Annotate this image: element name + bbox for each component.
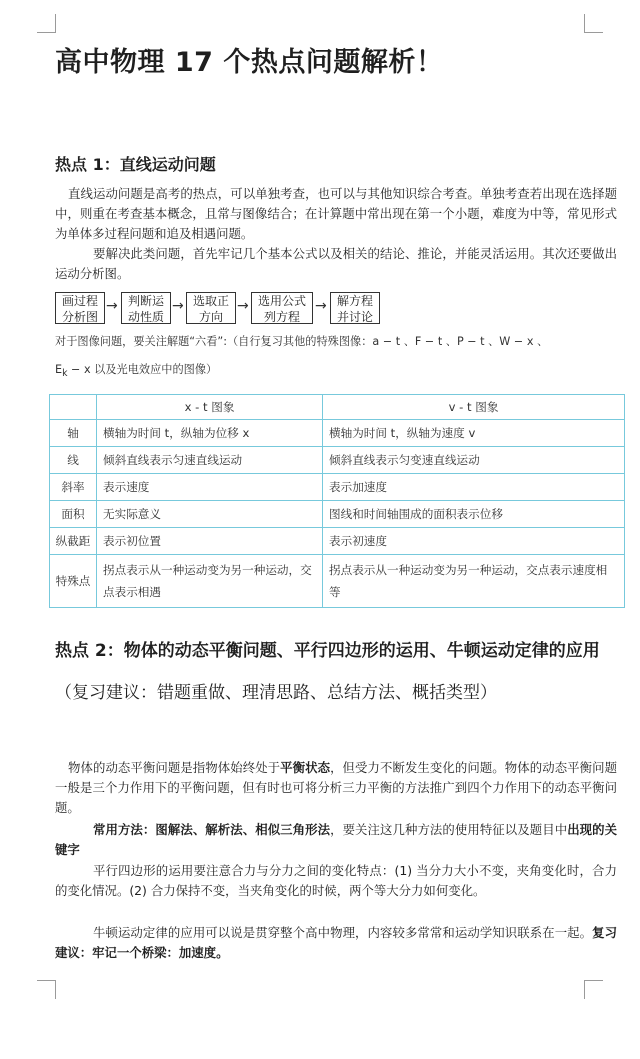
table-cell-vt: 横轴为时间 t，纵轴为速度 v — [323, 420, 625, 447]
crop-mark-bottom-right — [584, 980, 603, 999]
flow-arrow-icon: → — [315, 298, 327, 314]
table-header-xt: x - t 图象 — [97, 395, 323, 420]
flow-step-1-line1: 画过程 — [61, 294, 98, 308]
table-row-label: 面积 — [50, 501, 97, 528]
table-header-row — [50, 395, 625, 420]
hotspot2-p1-bold: 平衡状态 — [280, 760, 331, 775]
flow-step-5-line2: 并讨论 — [336, 310, 373, 324]
crop-mark-top-right — [584, 14, 603, 33]
hotspot2-review-advice: （复习建议：错题重做、理清思路、总结方法、概括类型） — [55, 683, 497, 703]
flow-arrow-icon: → — [106, 298, 118, 314]
table-row — [50, 420, 625, 447]
table-row-label: 斜率 — [50, 474, 97, 501]
table-row — [50, 528, 625, 555]
graph-comparison-table — [49, 394, 625, 608]
flow-step-4 — [251, 292, 313, 324]
table-cell-xt: 拐点表示从一种运动变为另一种运动，交点表示相遇 — [97, 555, 323, 608]
table-cell-vt: 拐点表示从一种运动变为另一种运动，交点表示速度相等 — [323, 555, 625, 608]
hotspot2-p1-text-a: 物体的动态平衡问题是指物体始终处于 — [68, 760, 281, 775]
table-row — [50, 501, 625, 528]
table-cell-vt: 表示加速度 — [323, 474, 625, 501]
table-row — [50, 447, 625, 474]
table-row — [50, 555, 625, 608]
flow-step-5 — [330, 292, 380, 324]
hotspot2-p4-bold: 复习建议：牢记一个桥梁：加速度。 — [55, 925, 618, 960]
flow-step-4-line2: 列方程 — [263, 310, 300, 324]
graph-note-line-1: 对于图像问题，要关注解题“六看”:（自行复习其他的特殊图像：a − t 、F − t 、P − t 、W − x 、 — [55, 335, 549, 348]
table-row-label: 线 — [50, 447, 97, 474]
hotspot2-p2-text: ，要关注这几种方法的使用特征以及题目中 — [330, 822, 568, 837]
hotspot2-paragraph-1 — [55, 758, 617, 818]
table-row — [50, 474, 625, 501]
graph-note-rest: − x 以及光电效应中的图像） — [67, 363, 218, 376]
graph-note-ek-subscript: k — [62, 368, 68, 380]
hotspot2-heading — [55, 630, 625, 714]
flow-step-4-line1: 选用公式 — [257, 294, 306, 308]
motion-analysis-flowchart — [55, 292, 385, 328]
crop-mark-bottom-left — [37, 980, 56, 999]
hotspot2-p1-text-b: ，但受力不断发生变化的问题。物体的动态平衡问题一般是三个力作用下的平衡问题，但有时也可将分析三力平衡的方法推广到四个力作用下的动态平衡问题。 — [55, 760, 618, 815]
flow-step-2-line2: 动性质 — [127, 310, 164, 324]
graph-note-ek: E — [55, 363, 63, 376]
table-cell-vt: 倾斜直线表示匀变速直线运动 — [323, 447, 625, 474]
table-cell-xt: 倾斜直线表示匀速直线运动 — [97, 447, 323, 474]
hotspot2-paragraph-4 — [55, 923, 617, 963]
flow-arrow-icon: → — [172, 298, 184, 314]
table-row-label: 纵截距 — [50, 528, 97, 555]
table-cell-xt: 横轴为时间 t，纵轴为位移 x — [97, 420, 323, 447]
flow-step-2-line1: 判断运 — [127, 294, 164, 308]
flow-step-1 — [55, 292, 105, 324]
flow-step-3-line2: 方向 — [198, 310, 223, 324]
hotspot2-p2-bold-keywords: 出现的关键字 — [55, 822, 618, 857]
hotspot1-paragraph-2: 要解决此类问题，首先牢记几个基本公式以及相关的结论、推论，并能灵活运用。其次还要做出运动分析图。 — [55, 246, 617, 281]
hotspot2-p4-text: 牛顿运动定律的应用可以说是贯穿整个高中物理，内容较多常常和运动学知识联系在一起。 — [93, 925, 593, 940]
crop-mark-top-left — [37, 14, 56, 33]
hotspot2-heading-text: 热点 2：物体的动态平衡问题、平行四边形的运用、牛顿运动定律的应用 — [55, 641, 600, 661]
flow-step-3 — [186, 292, 236, 324]
flow-step-2 — [121, 292, 171, 324]
hotspot1-heading: 热点 1：直线运动问题 — [55, 155, 216, 174]
table-cell-vt: 表示初速度 — [323, 528, 625, 555]
table-row-label: 轴 — [50, 420, 97, 447]
page-title: 高中物理 17 个热点问题解析！ — [55, 47, 444, 78]
hotspot1-paragraph-1: 直线运动问题是高考的热点，可以单独考查，也可以与其他知识综合考查。单独考查若出现在选择题中，则重在考查基本概念，且常与图像结合；在计算题中常出现在第一个小题，难度为中等，常见形式为单体多过程问题和追及相遇问题。 — [55, 186, 617, 241]
hotspot2-paragraph-3: 平行四边形的运用要注意合力与分力之间的变化特点：(1) 当分力大小不变，夹角变化时，合力的变化情况。(2) 合力保持不变，当夹角变化的时候，两个等大分力如何变化。 — [55, 863, 617, 898]
graph-note-line-2 — [55, 359, 625, 385]
table-header-vt: v - t 图象 — [323, 395, 625, 420]
table-row-label: 特殊点 — [50, 555, 97, 608]
table-cell-xt: 表示初位置 — [97, 528, 323, 555]
table-cell-xt: 表示速度 — [97, 474, 323, 501]
table-cell-xt: 无实际意义 — [97, 501, 323, 528]
table-cell-vt: 图线和时间轴围成的面积表示位移 — [323, 501, 625, 528]
flow-arrow-icon: → — [237, 298, 249, 314]
flow-step-1-line2: 分析图 — [61, 310, 98, 324]
table-header-corner — [50, 395, 97, 420]
flow-step-3-line1: 选取正 — [192, 294, 229, 308]
hotspot2-paragraph-2 — [55, 820, 617, 860]
flow-step-5-line1: 解方程 — [336, 294, 373, 308]
hotspot2-p2-bold-methods: 常用方法：图解法、解析法、相似三角形法 — [93, 822, 331, 837]
